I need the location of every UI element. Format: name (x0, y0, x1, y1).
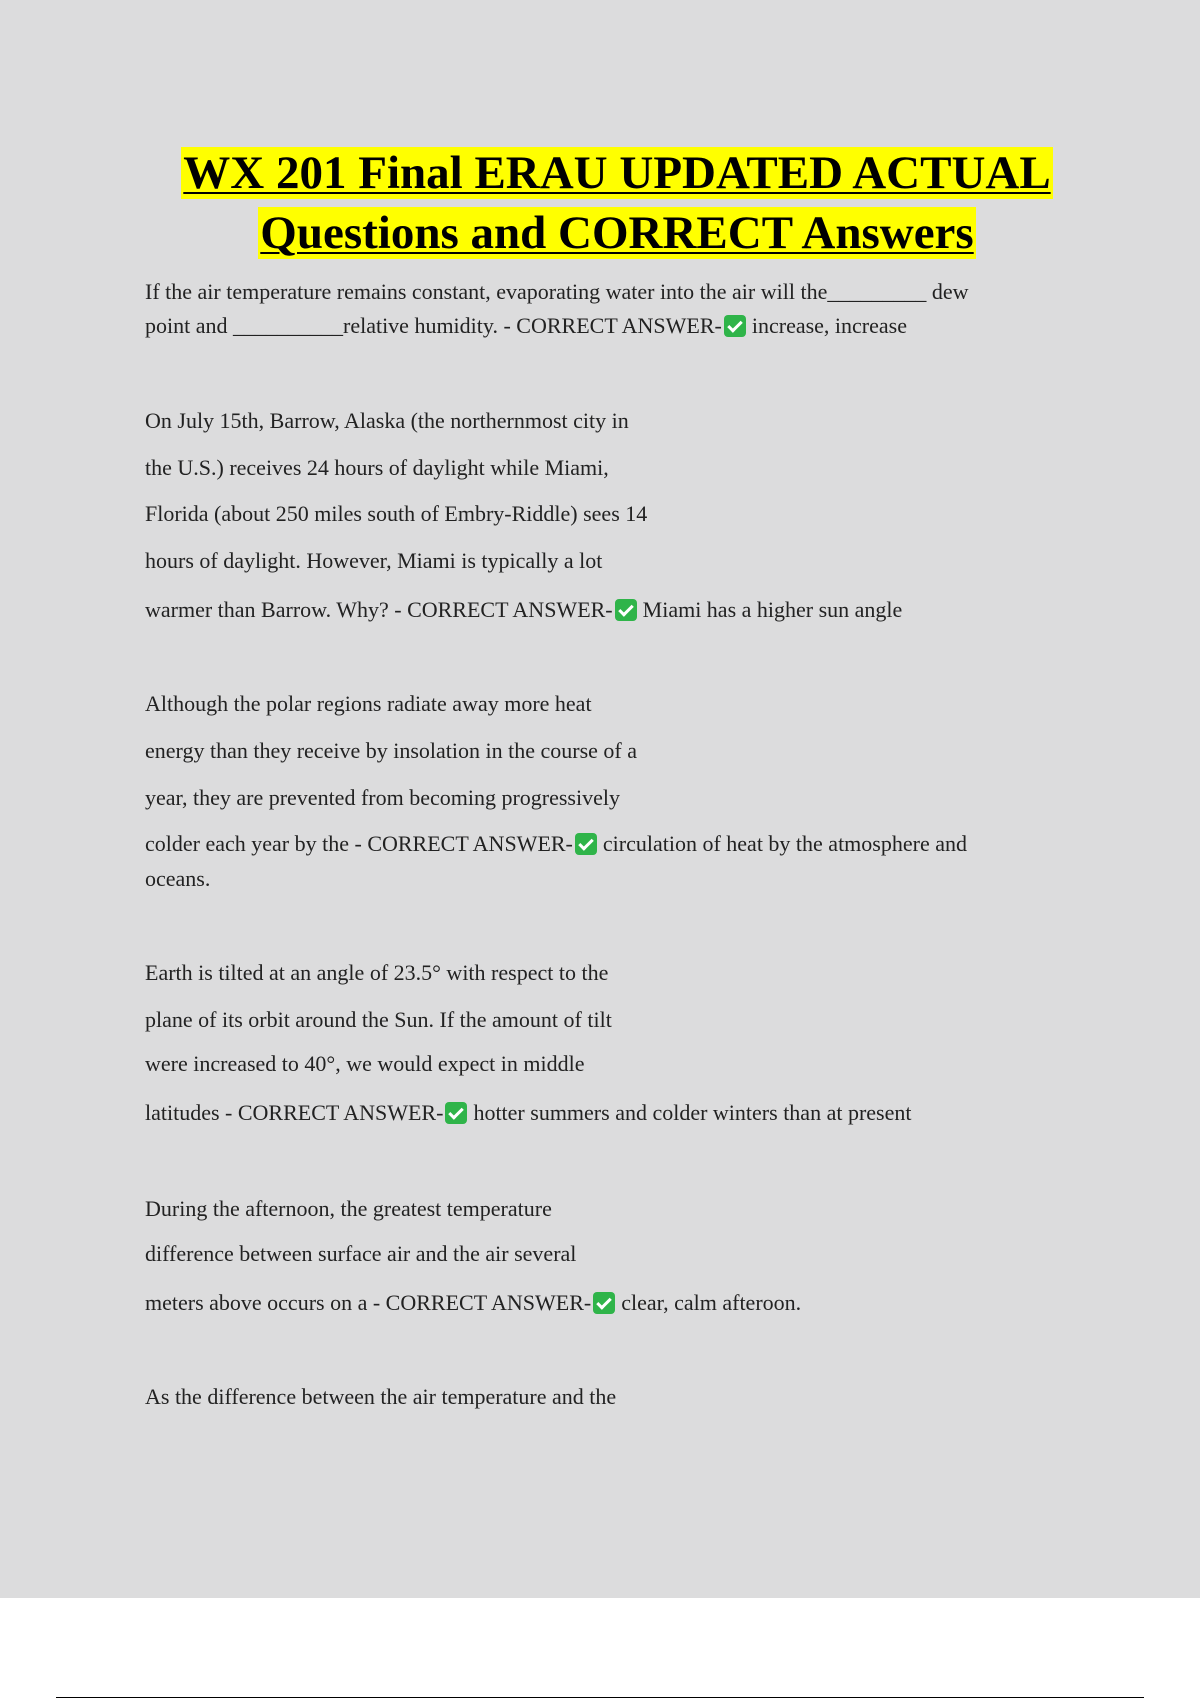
footer-divider (56, 1697, 1144, 1698)
question-text: During the afternoon, the greatest temperature (145, 1196, 552, 1221)
answer-text: circulation of heat by the atmosphere and (602, 831, 967, 856)
check-mark-icon (615, 599, 637, 621)
check-mark-icon (724, 315, 746, 337)
question-answer-line (145, 1100, 911, 1126)
title-line-1: WX 201 Final ERAU UPDATED ACTUAL (183, 147, 1051, 199)
answer-text: Miami has a higher sun angle (642, 597, 903, 622)
question-answer-line (145, 597, 902, 623)
question-text: Although the polar regions radiate away more heat (145, 691, 592, 716)
question-text: energy than they receive by insolation in the course of a (145, 738, 637, 763)
question-text: warmer than Barrow. Why? - CORRECT ANSWER- (145, 597, 613, 622)
question-text: Earth is tilted at an angle of 23.5° with respect to the (145, 960, 609, 985)
question-text: were increased to 40°, we would expect in middle (145, 1051, 585, 1076)
question-answer-line (145, 1290, 801, 1316)
question-text: the U.S.) receives 24 hours of daylight while Miami, (145, 455, 609, 480)
question-text: point and __________relative humidity. - CORRECT ANSWER- (145, 313, 722, 338)
answer-text: clear, calm afteroon. (621, 1290, 802, 1315)
answer-text: hotter summers and colder winters than at present (473, 1100, 912, 1125)
check-mark-icon (445, 1102, 467, 1124)
question-text: meters above occurs on a - CORRECT ANSWER- (145, 1290, 592, 1315)
question-text: colder each year by the - CORRECT ANSWER- (145, 831, 573, 856)
check-mark-icon (575, 833, 597, 855)
answer-text-continued: oceans. (145, 866, 211, 891)
document-title (0, 143, 1200, 263)
question-text: Florida (about 250 miles south of Embry-Riddle) sees 14 (145, 501, 648, 526)
question-text: year, they are prevented from becoming progressively (145, 785, 620, 810)
check-mark-icon (593, 1292, 615, 1314)
question-text: latitudes - CORRECT ANSWER- (145, 1100, 444, 1125)
answer-text: increase, increase (751, 313, 907, 338)
question-text: On July 15th, Barrow, Alaska (the northernmost city in (145, 408, 629, 433)
question-answer-line (145, 313, 907, 339)
question-text: If the air temperature remains constant, evaporating water into the air will the_________ dew (145, 279, 969, 304)
question-text: difference between surface air and the air several (145, 1241, 577, 1266)
question-text: hours of daylight. However, Miami is typically a lot (145, 548, 603, 573)
title-line-2: Questions and CORRECT Answers (260, 207, 974, 259)
question-answer-line (145, 831, 967, 857)
question-text: plane of its orbit around the Sun. If the amount of tilt (145, 1007, 612, 1032)
question-text: As the difference between the air temperature and the (145, 1384, 617, 1409)
